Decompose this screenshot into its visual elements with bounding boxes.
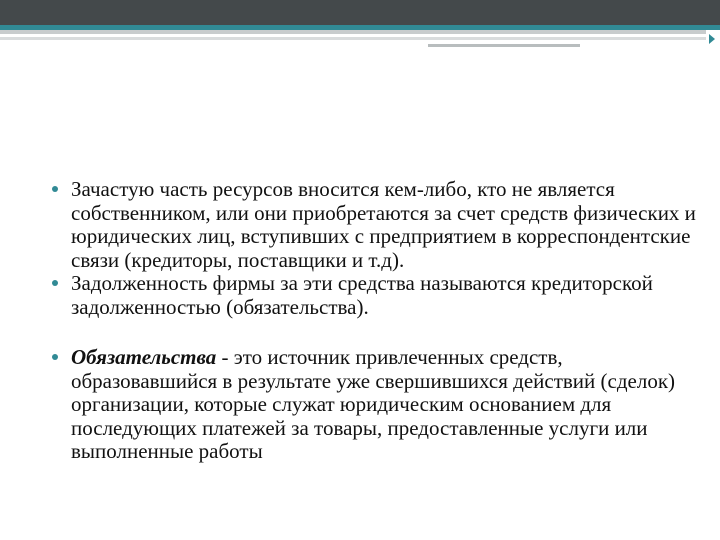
header-stripe-short <box>428 44 580 47</box>
spacer <box>52 319 712 346</box>
bullet-icon <box>52 354 58 360</box>
bullet-text: - это источник привлеченных средств, образовавшийся в результате уже свершившихся действий (сделок) организации, которые служат юридическим основанием для последующих платежей за товары, предоставленные услуги или выполненные работы <box>71 345 676 463</box>
header-stripe <box>0 30 720 34</box>
slide-body <box>52 178 712 464</box>
header-stripe <box>0 37 720 40</box>
bullet-item <box>52 178 712 272</box>
bullet-item <box>52 272 712 319</box>
bullet-term: Обязательства <box>71 345 217 369</box>
corner-triangle-icon <box>709 34 715 44</box>
bullet-icon <box>52 280 58 286</box>
bullet-text: Зачастую часть ресурсов вносится кем-либо, кто не является собственником, или они приобретаются за счет средств физических и юридических лиц, вступивших с предприятием в корреспондентские связи (кредиторы, поставщики и т.д). <box>71 177 696 272</box>
bullet-text: Задолженность фирмы за эти средства называются кредиторской задолженностью (обязательства). <box>71 271 653 319</box>
bullet-item <box>52 346 712 464</box>
header-band <box>0 0 720 25</box>
bullet-icon <box>52 186 58 192</box>
